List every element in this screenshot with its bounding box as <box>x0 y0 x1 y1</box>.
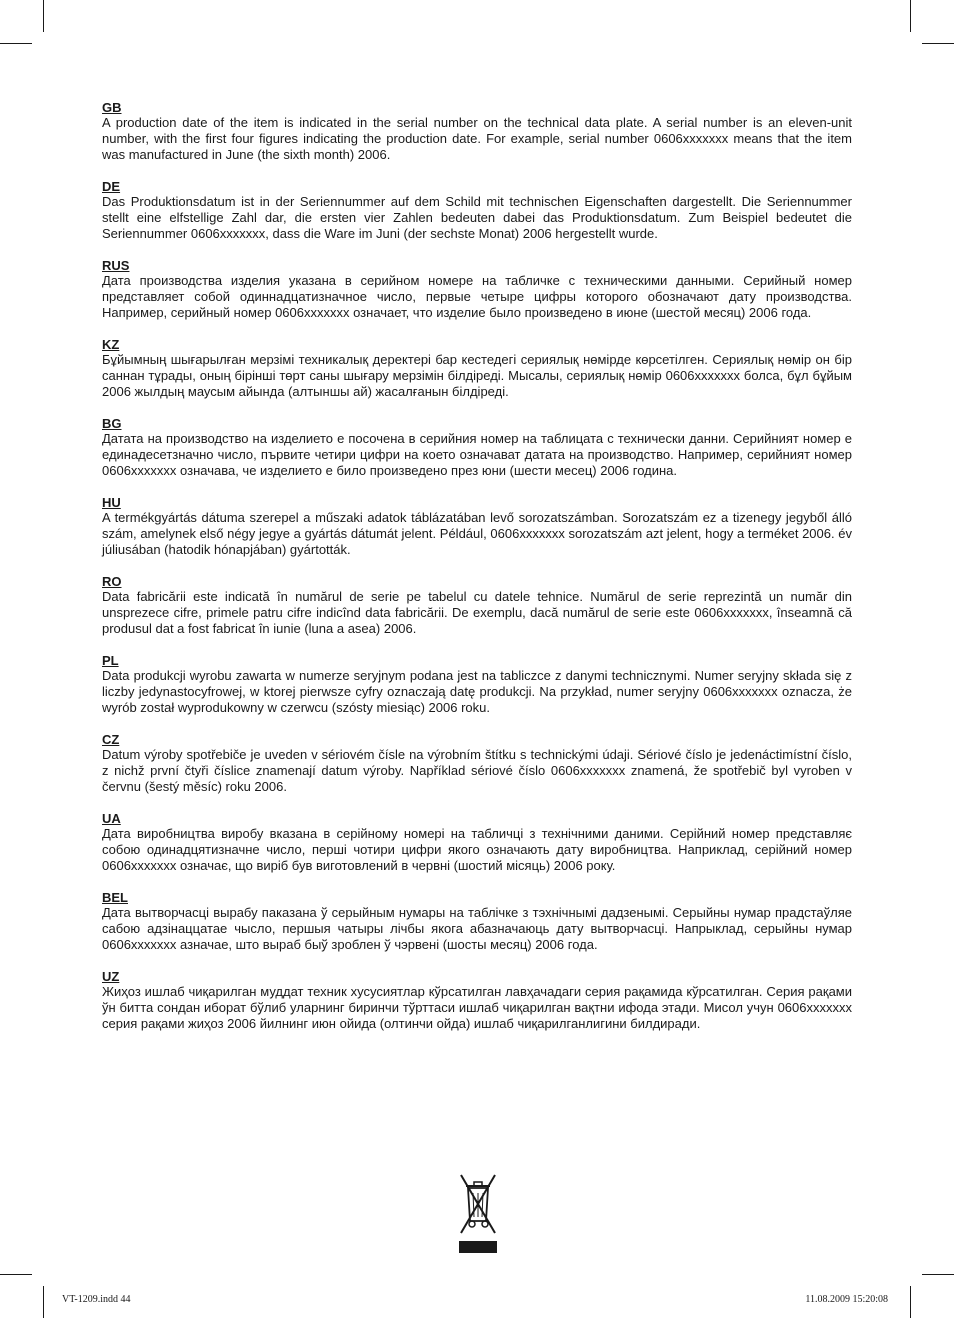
section-ro <box>102 574 852 637</box>
section-text: A termékgyártás dátuma szerepel a műszaki adatok táblázatában levő sorozatszámban. Sorozatszám ez a tizenegy jegyből álló szám, amelynek első négy jegye a gyártás dátumát jelent. Például, 0606xxxxxxx sorozatszám azt jelent, hogy a terméket 2006. év júliusában (hatodik hónapjában) gyártották. <box>102 510 852 557</box>
section-text: Дата производства изделия указана в серийном номере на табличке с техническими данными. Серийный номер представляет собой одиннадцатизначное число, первые четыре цифры которого обозначают дату производства. Например, серийный номер 0606xxxxxxx означает, что изделие было произведено в июне (шестой месяц) 2006 года. <box>102 273 852 320</box>
section-text: Дата виробництва виробу вказана в серійному номері на табличці з технічними даними. Серійний номер представляє собою одинадцятизначне число, перші чотири цифри якого означають дату виробництва. Наприклад, серійний номер 0606xxxxxxx означає, що виріб був виготовлений в червні (шостий місяць) 2006 року. <box>102 826 852 873</box>
section-kz <box>102 337 852 400</box>
language-code: UA <box>102 811 121 826</box>
section-hu <box>102 495 852 558</box>
language-code: KZ <box>102 337 120 352</box>
section-text: Datum výroby spotřebiče je uveden v sériovém čísle na výrobním štítku s technickými údaji. Sériové číslo je jedenáctimístní číslo, z nichž první čtyři číslice znamenají datum výroby. Například sériové číslo 0606xxxxxxx znamená, že spotřebič byl vyroben v červnu (šestý měsíc) roku 2006. <box>102 747 852 794</box>
language-code: CZ <box>102 732 120 747</box>
language-code: RO <box>102 574 122 589</box>
language-sections <box>102 100 852 1048</box>
crop-mark <box>922 43 954 44</box>
crop-mark <box>0 43 32 44</box>
section-cz <box>102 732 852 795</box>
crop-mark <box>910 1286 911 1318</box>
section-rus <box>102 258 852 321</box>
section-bg <box>102 416 852 479</box>
footer-file-info: VT-1209.indd 44 <box>62 1294 131 1305</box>
section-de <box>102 179 852 242</box>
language-code: BEL <box>102 890 128 905</box>
section-text: A production date of the item is indicated in the serial number on the technical data plate. A serial number is an eleven-unit number, with the first four figures indicating the production date. For example, serial number 0606xxxxxxx means that the item was manufactured in June (the sixth month) 2006. <box>102 115 852 162</box>
crop-mark <box>910 0 911 32</box>
section-text: Дата вытворчасці вырабу паказана ў серыйным нумары на таблічке з тэхнічнымі дадзенымі. Серыйны нумар прадстаўляе сабою адзінаццатае чысло, першыя чатыры лічбы якога абазначаюць дату вытворчасці. Напрыклад, серыйны нумар 0606xxxxxxx азначае, што выраб быў зроблен ў чэрвені (шосты месяц) 2006 года. <box>102 905 852 952</box>
section-gb <box>102 100 852 163</box>
section-text: Data fabricării este indicată în numărul de serie pe tabelul cu datele tehnice. Numărul de serie reprezintă un număr din unsprezece cifre, primele patru cifre indicînd data fabricării. De exemplu, dacă numărul de serie este 0606xxxxxxx, înseamnă că produsul dat a fost fabricat în iunie (luna a asea) 2006. <box>102 589 852 636</box>
weee-crossed-bin-icon <box>459 1173 497 1253</box>
footer-timestamp: 11.08.2009 15:20:08 <box>805 1294 888 1305</box>
language-code: GB <box>102 100 122 115</box>
language-code: RUS <box>102 258 130 273</box>
language-code: DE <box>102 179 121 194</box>
section-uz <box>102 969 852 1032</box>
section-text: Бұйымның шығарылған мерзімі техникалық деректері бар кестедегі сериялық нөмірде көрсетілген. Сериялық нөмір он бір саннан тұрады, оның бірінші төрт саны шығару мерзімін білдіреді. Мысалы, сериялық нөмір 0606xxxxxxx болса, бұл бұйым 2006 жылдың маусым айында (алтыншы ай) жасалғанын білдіреді. <box>102 352 852 399</box>
section-text: Жиҳоз ишлаб чиқарилган муддат техник хусусиятлар кўрсатилган лавҳачадаги серия рақамида кўрсатилган. Серия рақами ўн битта сондан иборат бўлиб уларнинг биринчи тўрттаси ишлаб чиқарилган вақтни ифода этади. Мисол учун 0606xxxxxxx серия рақами жиҳоз 2006 йилнинг июн ойида (олтинчи ойда) ишлаб чиқарилганлигини билдиради. <box>102 984 852 1031</box>
section-bel <box>102 890 852 953</box>
section-text: Data produkcji wyrobu zawarta w numerze seryjnym podana jest na tabliczce z danymi technicznymi. Numer seryjny składa się z liczby jedynastocyfrowej, w ktorej pierwsze cyfry oznaczają datę produkcji. Na przykład, numer seryjny 0606xxxxxxx oznacza, że wyrób został wyprodukowny w czerwcu (szósty miesiąc) 2006 roku. <box>102 668 852 715</box>
section-pl <box>102 653 852 716</box>
crop-mark <box>43 0 44 32</box>
language-code: PL <box>102 653 119 668</box>
section-text: Датата на производство на изделието е посочена в серийния номер на таблицата с технически данни. Серийният номер е единадесетзначно число, първите четири цифри на което означават датата на производство. Например, серийният номер 0606xxxxxxx означава, че изделието е било произведено през юни (шести месец) 2006 година. <box>102 431 852 478</box>
language-code: HU <box>102 495 121 510</box>
crop-mark <box>922 1274 954 1275</box>
section-text: Das Produktionsdatum ist in der Seriennummer auf dem Schild mit technischen Eigenschaften dargestellt. Die Seriennummer stellt eine elfstellige Zahl dar, die ersten vier Zahlen bedeuten dabei das Produktionsdatum. Zum Beispiel bedeutet die Seriennummer 0606xxxxxxx, dass die Ware im Juni (der sechste Monat) 2006 hergestellt wurde. <box>102 194 852 241</box>
language-code: UZ <box>102 969 120 984</box>
crop-mark <box>0 1274 32 1275</box>
crop-mark <box>43 1286 44 1318</box>
language-code: BG <box>102 416 122 431</box>
section-ua <box>102 811 852 874</box>
